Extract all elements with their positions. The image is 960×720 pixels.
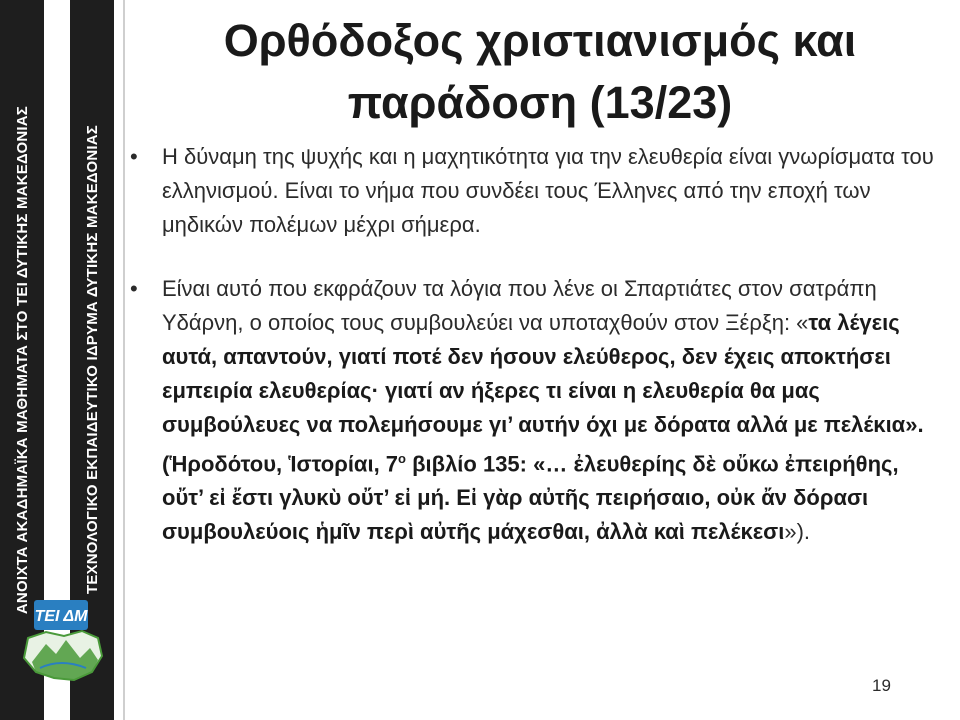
sidebar-outer-text: ΑΝΟΙΧΤΑ ΑΚΑΔΗΜΑΪΚΑ ΜΑΘΗΜΑΤΑ ΣΤΟ ΤΕΙ ΔΥΤΙΚΗΣ ΜΑΚΕΔΟΝΙΑΣ [13, 105, 31, 615]
slide-content [125, 140, 935, 579]
slide-title-line2: παράδοση (13/23) [347, 77, 733, 128]
bullet-quote-greek: τα λέγεις αυτά, απαντούν, γιατί ποτέ δεν ήσουν ελεύθερος, δεν έχεις αποκτήσει εμπειρία ελευθερίας· γιατί αν ήξερες τι είναι η ελευθερία θα μας συμβούλευες να πολεμήσουμε γι’ αυτήν όχι με δόρατα αλλά με πελέκια». (Ἡροδότου, Ἱστορίαι, 7 [162, 310, 924, 477]
page-number: 19 [872, 676, 891, 695]
institution-logo [6, 598, 116, 684]
bullet-quote-ancient: βιβλίο 135: «… ἐλευθερίης δὲ οὔκω ἐπειρήθης, οὔτ’ εἰ ἔστι γλυκὺ οὔτ’ εἰ μή. Εἰ γὰρ αὐτῆς πειρήσαιο, οὐκ ἄν δόρασι συμβουλεύοις ἡμῖν περὶ αὐτῆς μάχεσθαι, ἀλλὰ καὶ πελέκεσι [162, 451, 899, 545]
bullet-superscript: ο [398, 451, 406, 466]
logo-text: ΤΕΙ ΔΜ [34, 608, 88, 625]
sidebar [0, 0, 123, 720]
slide-title-line1: Ορθόδοξος χριστιανισμός και [223, 15, 857, 66]
bullet-item [125, 140, 935, 242]
bullet-intro: Είναι αυτό που εκφράζουν τα λόγια που λένε οι Σπαρτιάτες στον σατράπη Υδάρνη, ο οποίος τους συμβουλεύει να υποταχθούν στον Ξέρξη: « [162, 276, 877, 335]
bullet-text: Η δύναμη της ψυχής και η μαχητικότητα για την ελευθερία είναι γνωρίσματα του ελληνισμού. Είναι το νήμα που συνδέει τους Έλληνες από την εποχή των μηδικών πολέμων μέχρι σήμερα. [162, 144, 934, 237]
bullet-outro: »). [784, 519, 811, 545]
sidebar-inner-text: ΤΕΧΝΟΛΟΓΙΚΟ ΕΚΠΑΙΔΕΥΤΙΚΟ ΙΔΡΥΜΑ ΔΥΤΙΚΗΣ ΜΑΚΕΔΟΝΙΑΣ [83, 125, 101, 595]
slide-title [150, 10, 930, 134]
bullet-icon: • [130, 276, 138, 301]
bullet-item [125, 272, 935, 549]
bullet-icon: • [130, 144, 138, 169]
